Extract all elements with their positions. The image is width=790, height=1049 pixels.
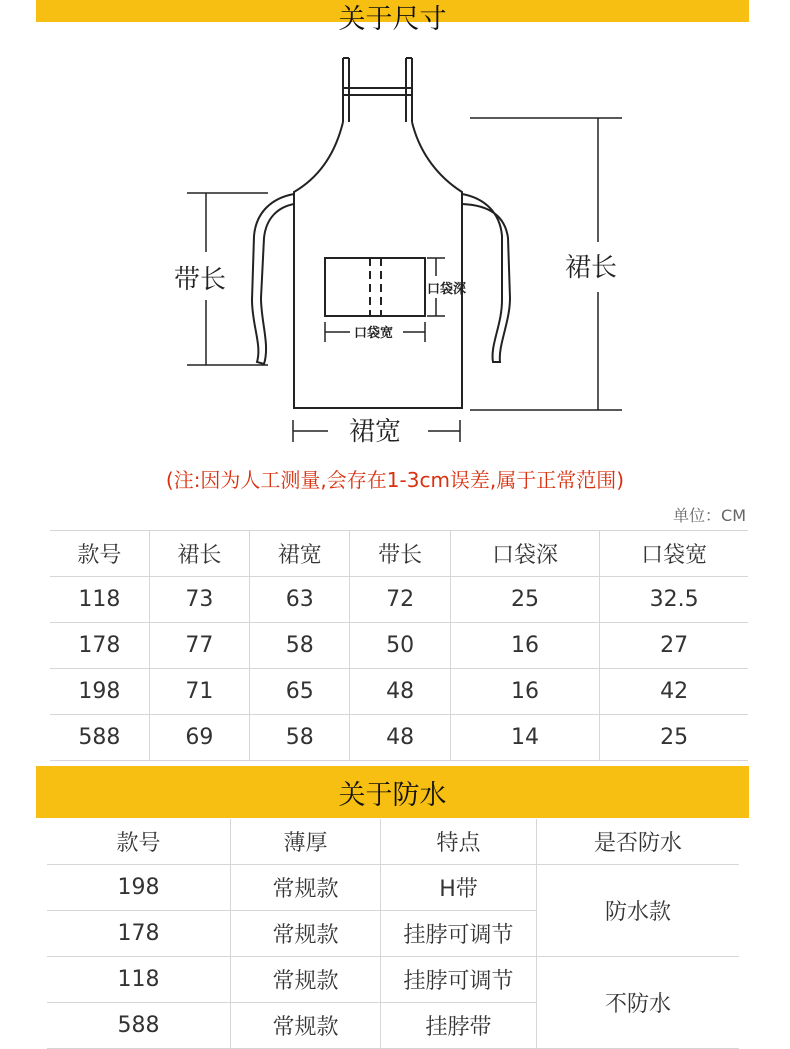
- header-cell: 是否防水: [537, 819, 740, 865]
- apron-length-label: 裙长: [565, 253, 618, 283]
- table-row: [47, 957, 739, 1003]
- table-cell: 178: [47, 911, 231, 957]
- header-cell: 带长: [350, 531, 450, 577]
- waterproof-table: [47, 819, 739, 1049]
- table-cell: 常规款: [231, 957, 381, 1003]
- table-cell: 50: [350, 623, 450, 669]
- waterproof-banner: [36, 766, 749, 818]
- table-cell: 挂脖带: [381, 1003, 537, 1049]
- header-cell: 款号: [50, 531, 149, 577]
- pocket-depth-label: 口袋深: [427, 282, 467, 297]
- table-cell: H带: [381, 865, 537, 911]
- size-table-header: [50, 531, 748, 577]
- table-cell: 178: [50, 623, 149, 669]
- table-cell: 32.5: [600, 577, 748, 623]
- header-cell: 裙宽: [250, 531, 350, 577]
- table-cell: 48: [350, 715, 450, 761]
- table-cell: 58: [250, 715, 350, 761]
- table-cell: 常规款: [231, 865, 381, 911]
- table-cell: 77: [149, 623, 249, 669]
- table-cell: 14: [450, 715, 599, 761]
- table-row: [50, 577, 748, 623]
- table-cell: 挂脖可调节: [381, 957, 537, 1003]
- table-cell: 16: [450, 623, 599, 669]
- table-cell: 73: [149, 577, 249, 623]
- not-waterproof-group-cell: 不防水: [537, 957, 740, 1049]
- table-row: [50, 623, 748, 669]
- header-cell: 特点: [381, 819, 537, 865]
- table-cell: 71: [149, 669, 249, 715]
- table-row: [50, 669, 748, 715]
- size-banner-title: 关于尺寸: [338, 4, 447, 35]
- waterproof-table-header: [47, 819, 739, 865]
- apron-width-label: 裙宽: [349, 417, 402, 447]
- table-row: [50, 715, 748, 761]
- header-cell: 薄厚: [231, 819, 381, 865]
- header-cell: 裙长: [149, 531, 249, 577]
- table-cell: 58: [250, 623, 350, 669]
- table-cell: 常规款: [231, 1003, 381, 1049]
- table-cell: 118: [47, 957, 231, 1003]
- apron-diagram: [0, 0, 790, 460]
- header-cell: 口袋宽: [600, 531, 748, 577]
- table-cell: 72: [350, 577, 450, 623]
- table-cell: 65: [250, 669, 350, 715]
- waterproof-group-cell: 防水款: [537, 865, 740, 957]
- strap-length-label: 带长: [174, 265, 227, 295]
- table-cell: 198: [50, 669, 149, 715]
- table-cell: 588: [50, 715, 149, 761]
- pocket-width-label: 口袋宽: [354, 326, 394, 341]
- table-cell: 常规款: [231, 911, 381, 957]
- table-cell: 25: [600, 715, 748, 761]
- table-cell: 118: [50, 577, 149, 623]
- table-cell: 27: [600, 623, 748, 669]
- table-row: [47, 865, 739, 911]
- table-cell: 69: [149, 715, 249, 761]
- table-cell: 16: [450, 669, 599, 715]
- header-cell: 口袋深: [450, 531, 599, 577]
- table-cell: 25: [450, 577, 599, 623]
- unit-label: 单位：CM: [673, 506, 746, 525]
- table-cell: 588: [47, 1003, 231, 1049]
- waterproof-banner-title: 关于防水: [338, 779, 447, 811]
- table-cell: 挂脖可调节: [381, 911, 537, 957]
- size-table: [50, 530, 748, 761]
- table-cell: 48: [350, 669, 450, 715]
- header-cell: 款号: [47, 819, 231, 865]
- table-cell: 63: [250, 577, 350, 623]
- table-cell: 42: [600, 669, 748, 715]
- table-cell: 198: [47, 865, 231, 911]
- measurement-note: (注:因为人工测量,会存在1-3cm误差,属于正常范围): [165, 468, 625, 492]
